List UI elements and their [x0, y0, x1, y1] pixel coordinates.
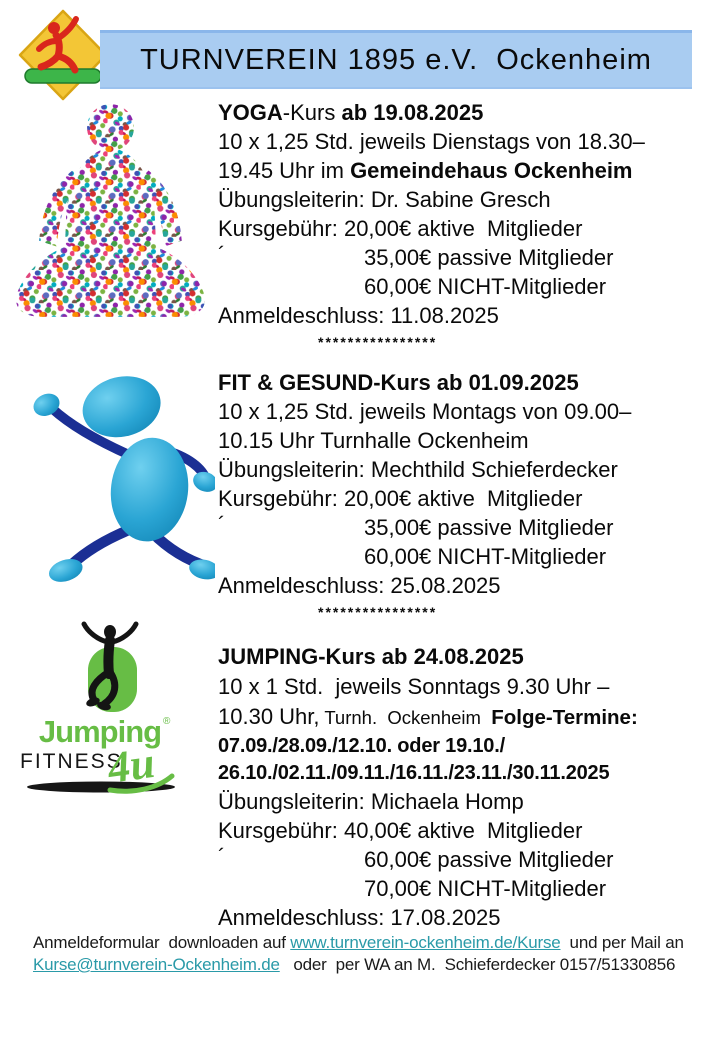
fit-fee-nonmember-row: [218, 542, 718, 571]
email-link[interactable]: Kurse@turnverein-Ockenheim.de: [33, 955, 280, 974]
jumping-course-section: [218, 642, 718, 932]
fitness-text: FITNESS: [20, 750, 123, 773]
footer-contact: [33, 932, 703, 976]
yoga-fee-active: Kursgebühr: 20,00€ aktive Mitglieder: [218, 216, 583, 241]
jumping-schedule: 10 x 1 Std. jeweils Sonntags 9.30 Uhr –: [218, 674, 610, 699]
jumping-time: 10.30 Uhr,: [218, 704, 320, 729]
fit-fee-nonmember: 60,00€ NICHT-Mitglieder: [364, 544, 607, 569]
footer-line-2: [33, 954, 703, 976]
section-separator: ****************: [318, 334, 438, 350]
yoga-deadline: Anmeldeschluss: 11.08.2025: [218, 303, 499, 328]
yoga-title-name: YOGA: [218, 100, 283, 125]
jumping-fee-nonmember: 70,00€ NICHT-Mitglieder: [364, 876, 607, 901]
yoga-schedule: 10 x 1,25 Std. jeweils Dienstags von 18.30–: [218, 129, 645, 154]
yoga-course-section: [218, 98, 718, 354]
website-link[interactable]: www.turnverein-ockenheim.de/Kurse: [290, 933, 561, 952]
jumping-fee-passive-row: [218, 845, 718, 874]
club-logo: [16, 8, 110, 102]
jumping-fitness-logo: [18, 618, 183, 801]
jumping-location: Turnh. Ockenheim: [319, 707, 492, 728]
jumping-leader: Übungsleiterin: Michaela Homp: [218, 789, 524, 814]
accent-mark: ´: [218, 844, 226, 869]
title-banner: [100, 30, 692, 89]
yoga-location: Gemeindehaus Ockenheim: [350, 158, 633, 183]
fit-place: 10.15 Uhr Turnhalle Ockenheim: [218, 428, 529, 453]
accent-mark: ´: [218, 512, 226, 537]
jumping-dates-2: 26.10./02.11./09.11./16.11./23.11./30.11.2025: [218, 762, 610, 784]
yoga-figure: [8, 92, 213, 332]
four-u-text: 4u: [104, 737, 158, 793]
yoga-title-date: ab 19.08.2025: [341, 100, 484, 125]
footer-line-1: [33, 932, 703, 954]
turnverein-logo-icon: [16, 8, 110, 102]
yoga-course-title: [218, 98, 718, 127]
yoga-fee-passive-row: [218, 243, 718, 272]
fit-fee-active: Kursgebühr: 20,00€ aktive Mitglieder: [218, 486, 583, 511]
accent-mark: ´: [218, 242, 226, 267]
footer-text-1b: und per Mail an: [560, 933, 684, 952]
section-separator: ****************: [318, 604, 438, 620]
fit-schedule: 10 x 1,25 Std. jeweils Montags von 09.00–: [218, 399, 632, 424]
yoga-leader: Übungsleiterin: Dr. Sabine Gresch: [218, 187, 551, 212]
footer-text-2b: oder per WA an M. Schieferdecker 0157/51330856: [279, 955, 676, 974]
yoga-time-location: [218, 156, 718, 185]
yoga-lotus-mosaic-icon: [8, 92, 213, 327]
jumping-course-title: JUMPING-Kurs ab 24.08.2025: [218, 644, 524, 669]
fit-course-title: FIT & GESUND-Kurs ab 01.09.2025: [218, 370, 579, 395]
registered-mark: ®: [163, 716, 171, 727]
jumping-fee-passive: 60,00€ passive Mitglieder: [364, 847, 614, 872]
jumping-time-location: [218, 702, 718, 733]
jumping-fee-nonmember-row: [218, 874, 718, 903]
blue-stickman-icon: [8, 362, 215, 594]
jumping-deadline: Anmeldeschluss: 17.08.2025: [218, 905, 501, 930]
fit-fee-passive-row: [218, 513, 718, 542]
runner-figure: [8, 362, 215, 599]
fit-deadline: Anmeldeschluss: 25.08.2025: [218, 573, 501, 598]
yoga-fee-passive: 35,00€ passive Mitglieder: [364, 245, 614, 270]
footer-text-1a: Anmeldeformular downloaden auf: [33, 933, 291, 952]
jumping-fitness-4u-icon: [18, 618, 183, 796]
yoga-fee-nonmember-row: [218, 272, 718, 301]
jumping-folge-label: Folge-Termine:: [491, 706, 638, 729]
fit-fee-passive: 35,00€ passive Mitglieder: [364, 515, 614, 540]
fit-course-section: [218, 368, 718, 624]
page-title: TURNVEREIN 1895 e.V. Ockenheim: [140, 43, 652, 76]
jumping-brand-text: Jumping: [38, 714, 162, 749]
yoga-title-mid: -Kurs: [282, 100, 342, 125]
yoga-time: 19.45 Uhr im: [218, 158, 351, 183]
yoga-fee-nonmember: 60,00€ NICHT-Mitglieder: [364, 274, 607, 299]
fit-leader: Übungsleiterin: Mechthild Schieferdecker: [218, 457, 618, 482]
jumping-dates-1: 07.09./28.09./12.10. oder 19.10./: [218, 735, 505, 757]
jumping-fee-active: Kursgebühr: 40,00€ aktive Mitglieder: [218, 818, 583, 843]
